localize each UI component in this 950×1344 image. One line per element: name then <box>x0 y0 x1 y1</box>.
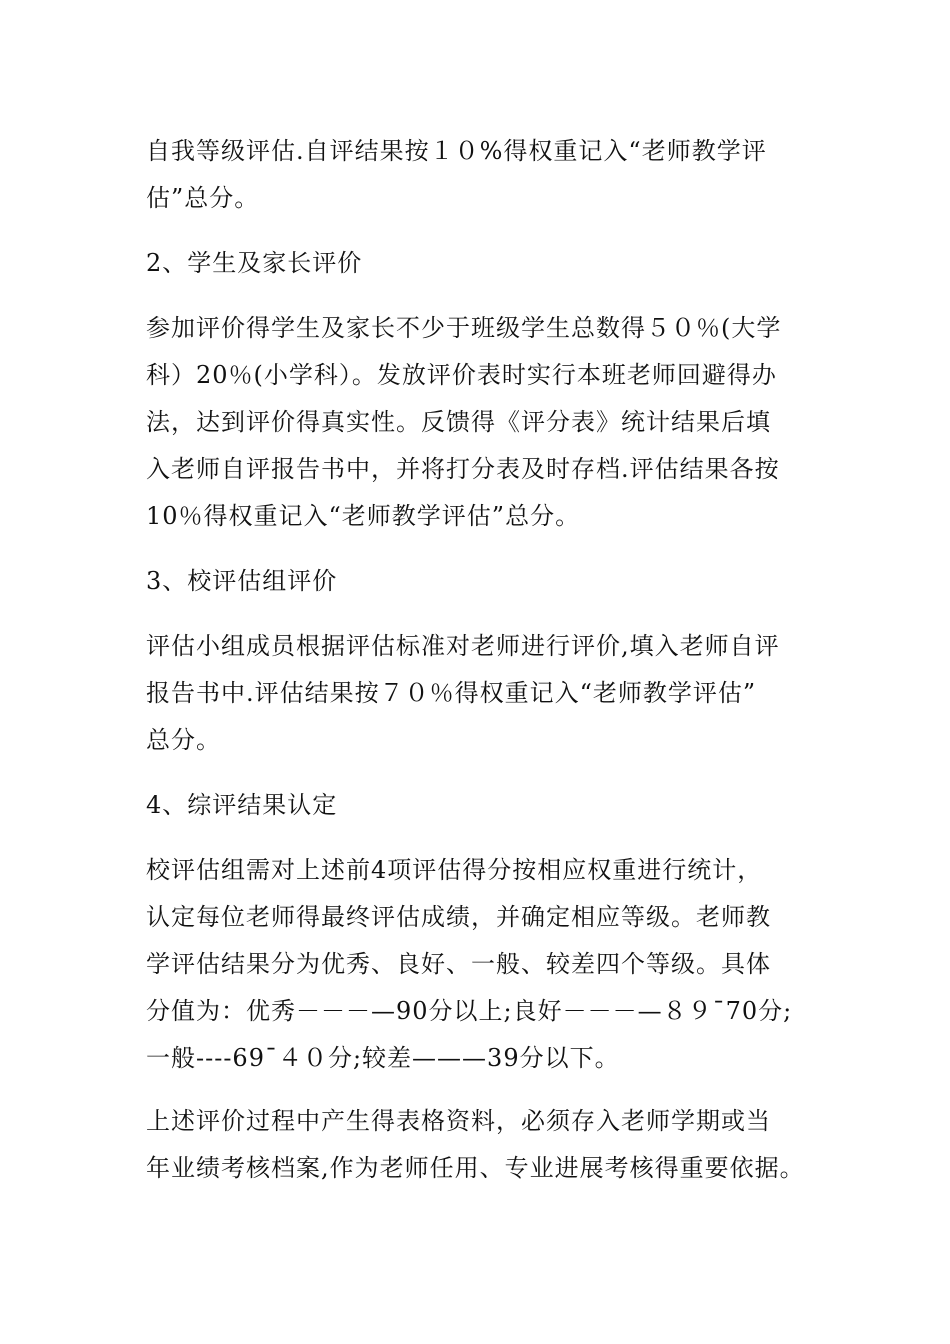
paragraph-archive-note <box>146 1098 816 1192</box>
paragraph-school-evaluation <box>146 623 816 764</box>
text-line: 参加评价得学生及家长不少于班级学生总数得５０％(大学 <box>146 314 782 342</box>
text-line: 报告书中.评估结果按７０％得权重记入“老师教学评估” <box>146 679 757 707</box>
text-line: 分值为：优秀－－－—90分以上;良好－－－—８９¯70分; <box>146 997 793 1025</box>
text-line: 自我等级评估.自评结果按１０%得权重记入“老师教学评 <box>146 137 767 165</box>
heading-student-parent-evaluation: 2、学生及家长评价 <box>146 249 363 277</box>
document-page <box>146 128 816 1192</box>
paragraph-self-evaluation <box>146 128 816 222</box>
text-line: 一般----69¯４０分;较差———39分以下。 <box>146 1044 620 1072</box>
text-line: 评估小组成员根据评估标准对老师进行评价,填入老师自评 <box>146 632 780 660</box>
text-line: 学评估结果分为优秀、良好、一般、较差四个等级。具体 <box>146 950 771 978</box>
text-line: 总分。 <box>146 726 221 754</box>
text-line: 校评估组需对上述前4项评估得分按相应权重进行统计， <box>146 856 763 884</box>
heading-school-evaluation: 3、校评估组评价 <box>146 567 338 595</box>
text-line: 年业绩考核档案,作为老师任用、专业进展考核得重要依据。 <box>146 1154 805 1182</box>
text-line: 估”总分。 <box>146 184 260 212</box>
text-line: 科）20％(小学科）。发放评价表时实行本班老师回避得办 <box>146 361 777 389</box>
text-line: 认定每位老师得最终评估成绩，并确定相应等级。老师教 <box>146 903 771 931</box>
text-line: 法，达到评价得真实性。反馈得《评分表》统计结果后填 <box>146 408 771 436</box>
text-line: 入老师自评报告书中，并将打分表及时存档.评估结果各按 <box>146 455 780 483</box>
heading-final-result: 4、综评结果认定 <box>146 791 338 819</box>
paragraph-final-result <box>146 847 816 1082</box>
text-line: 10％得权重记入“老师教学评估”总分。 <box>146 502 581 530</box>
paragraph-student-parent-evaluation <box>146 305 816 540</box>
text-line: 上述评价过程中产生得表格资料，必须存入老师学期或当 <box>146 1107 771 1135</box>
